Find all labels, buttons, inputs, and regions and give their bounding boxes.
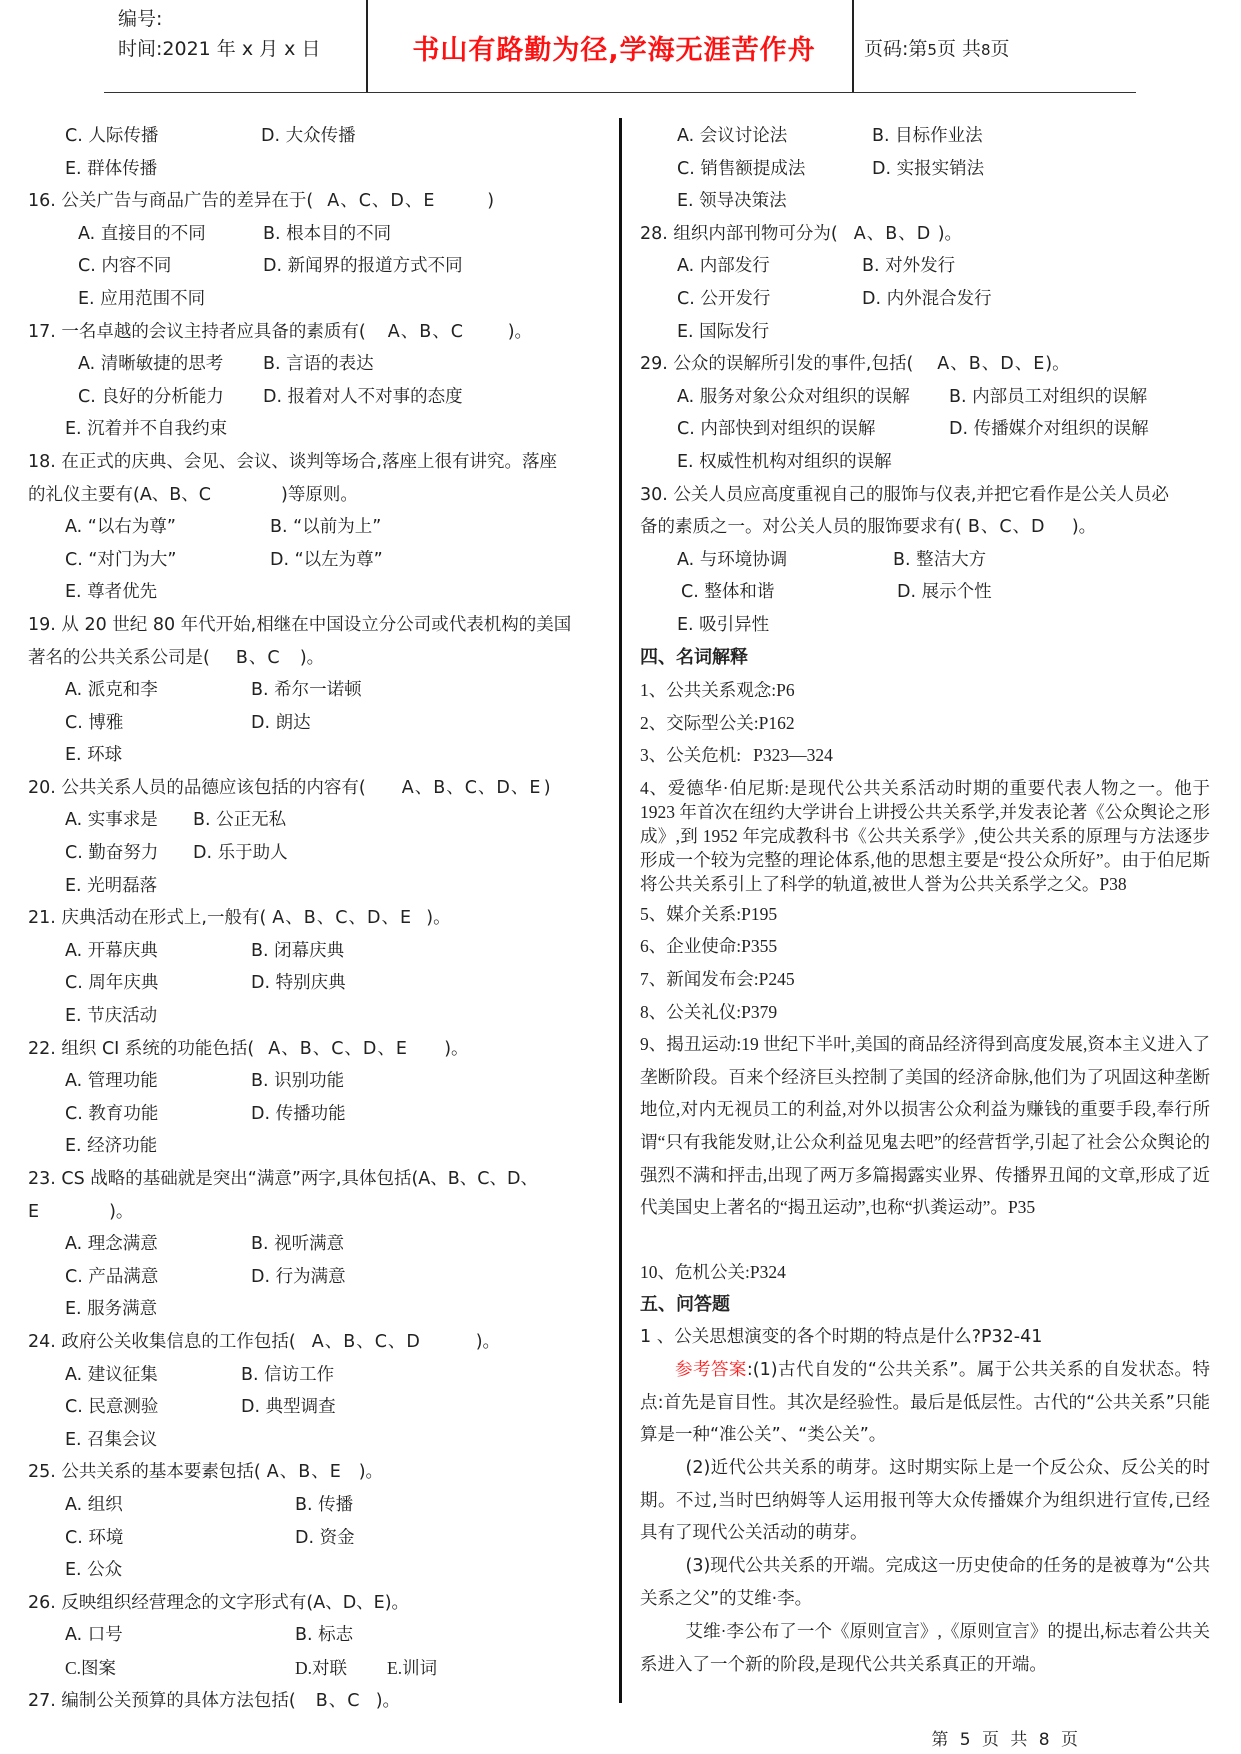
term-item bbox=[640, 996, 1210, 1029]
question-stem: 25. 公共关系的基本要素包括( bbox=[28, 1462, 261, 1483]
option: C. 人际传播 bbox=[65, 126, 159, 146]
option: E. 群体传播 bbox=[65, 158, 158, 179]
option-row bbox=[28, 381, 608, 414]
option-row bbox=[640, 413, 1210, 446]
option: E. 国际发行 bbox=[677, 321, 770, 342]
qa-answer-paragraph-3: (3)现代公共关系的开端。完成这一历史使命的任务的是被尊为“公共关系之父”的艾维·李。 bbox=[640, 1556, 1210, 1609]
question-close: )等原则。 bbox=[281, 484, 358, 505]
option: A. 服务对象公众对组织的误解 bbox=[677, 386, 910, 407]
question-stem: 17. 一名卓越的会议主持者应具备的素质有( bbox=[28, 321, 366, 342]
option: C. 博雅 bbox=[65, 712, 124, 733]
option: D. 报着对人不对事的态度 bbox=[263, 386, 463, 407]
option-row bbox=[28, 218, 608, 251]
term-ref: P6 bbox=[776, 680, 795, 701]
question-19-cont bbox=[28, 642, 608, 675]
option: E. 领导决策法 bbox=[677, 191, 787, 212]
question-stem: 著名的公共关系公司是( bbox=[28, 647, 210, 668]
page-header bbox=[104, 0, 1136, 93]
option-row bbox=[28, 1359, 608, 1392]
question-stem: 备的素质之一。对公关人员的服饰要求有( bbox=[640, 517, 962, 538]
question-stem: 24. 政府公关收集信息的工作包括( bbox=[28, 1331, 296, 1352]
question-close: )。 bbox=[1071, 517, 1097, 538]
option: D. 传播功能 bbox=[251, 1103, 346, 1124]
option: C. 周年庆典 bbox=[65, 973, 159, 994]
question-close: ) bbox=[543, 777, 551, 798]
option: D. 新闻界的报道方式不同 bbox=[263, 256, 463, 277]
answer: B、C bbox=[315, 1690, 361, 1711]
option: C.图案 bbox=[65, 1657, 117, 1678]
option-row bbox=[28, 837, 608, 870]
question-close: ) bbox=[487, 191, 495, 212]
question-close: )。 bbox=[507, 321, 533, 342]
question-29 bbox=[640, 348, 1210, 381]
question-close: )。 bbox=[475, 1331, 501, 1352]
option: B. 标志 bbox=[295, 1625, 354, 1646]
question-18: 18. 在正式的庆典、会见、会议、谈判等场合,落座上很有讲究。落座 bbox=[28, 451, 557, 472]
term-label: 2、交际型公关: bbox=[640, 712, 759, 733]
option-row bbox=[28, 1489, 608, 1522]
option: E. 环球 bbox=[65, 745, 123, 766]
option-row bbox=[28, 250, 608, 283]
option: D. 典型调查 bbox=[241, 1397, 336, 1418]
term-label: 10、危机公关: bbox=[640, 1262, 750, 1283]
term-ref: P162 bbox=[758, 712, 795, 733]
option: C. 产品满意 bbox=[65, 1266, 159, 1287]
option: D. 乐于助人 bbox=[193, 843, 288, 864]
question-24 bbox=[28, 1326, 608, 1359]
option: A. 开幕庆典 bbox=[65, 940, 158, 961]
qa-answer-paragraph-2: (2)近代公共关系的萌芽。这时期实际上是一个反公众、反公关的时期。不过,当时巴纳姆等人运用报刊等大众传播媒介为组织进行宣传,已经具有了现代公关活动的萌芽。 bbox=[640, 1458, 1210, 1544]
option: A. 直接目的不同 bbox=[78, 223, 206, 244]
term-item bbox=[640, 1256, 1210, 1289]
option: D. 特别庆典 bbox=[251, 973, 346, 994]
question-stem: 29. 公众的误解所引发的事件,包括( bbox=[640, 354, 914, 375]
question-30: 30. 公关人员应高度重视自己的服饰与仪表,并把它看作是公关人员必 bbox=[640, 484, 1169, 505]
option: A. 建议征集 bbox=[65, 1364, 158, 1385]
header-page-number bbox=[864, 34, 1010, 61]
term-ref: P195 bbox=[741, 903, 778, 924]
page-suffix: 页 bbox=[990, 38, 1010, 60]
option: D. 展示个性 bbox=[897, 582, 992, 603]
option: C. 内部快到对组织的误解 bbox=[677, 419, 876, 440]
question-close: )。 bbox=[1045, 354, 1070, 375]
question-stem: E bbox=[28, 1201, 40, 1222]
term-label: 3、公关危机: bbox=[640, 745, 742, 766]
answer: A、B、C、D、E bbox=[272, 908, 413, 929]
option: E. 公众 bbox=[65, 1560, 123, 1581]
option-row bbox=[28, 1065, 608, 1098]
option-row bbox=[640, 576, 1210, 609]
option: C. 整体和谐 bbox=[681, 582, 775, 603]
right-column bbox=[640, 120, 1210, 1680]
option: B. 闭幕庆典 bbox=[251, 940, 345, 961]
option: B. 传播 bbox=[295, 1494, 354, 1515]
question-22 bbox=[28, 1033, 608, 1066]
option: D. 内外混合发行 bbox=[862, 288, 992, 309]
option: D. 行为满意 bbox=[251, 1266, 346, 1287]
option: E. 节庆活动 bbox=[65, 1006, 158, 1027]
option: E. 光明磊落 bbox=[65, 875, 158, 896]
option-row bbox=[640, 283, 1210, 316]
option: C. 勤奋努力 bbox=[65, 843, 159, 864]
question-stem: 16. 公关广告与商品广告的差异在于( bbox=[28, 191, 314, 212]
qa-question-1: 1 、公关思想演变的各个时期的特点是什么?P32-41 bbox=[640, 1327, 1043, 1348]
option: B. 内部员工对组织的误解 bbox=[949, 386, 1148, 407]
option: B. 根本目的不同 bbox=[263, 223, 392, 244]
column-divider bbox=[619, 118, 622, 1703]
header-meta bbox=[118, 4, 368, 64]
option-row bbox=[28, 1261, 608, 1294]
term-4-bernays: 4、爱德华·伯尼斯:是现代公共关系活动时期的重要代表人物之一。他于 1923 年首次在纽约大学讲台上讲授公共关系学,并发表论著《公众舆论之形成》,到 1952 年完成教科书《公共关系学》,使公共关系的原理与方法逐步形成一个较为完整的理论体系,他的思想主要是“投公众所好”。由于伯尼斯将公共关系引上了科学的轨道,被世人誉为公共关系学之父。P38 bbox=[640, 777, 1210, 894]
option-row bbox=[640, 381, 1210, 414]
answer: B、C bbox=[235, 647, 281, 668]
option-row bbox=[28, 1228, 608, 1261]
question-18-cont bbox=[28, 479, 608, 512]
option: B. “以前为上” bbox=[270, 517, 382, 538]
option: C. “对门为大” bbox=[65, 549, 177, 570]
term-label: 8、公关礼仪: bbox=[640, 1001, 742, 1022]
option: A. 派克和李 bbox=[65, 680, 158, 701]
header-divider bbox=[852, 0, 854, 92]
option-row bbox=[28, 967, 608, 1000]
answer: A、B、E bbox=[266, 1462, 342, 1483]
question-stem: 21. 庆典活动在形式上,一般有( bbox=[28, 908, 267, 929]
option: D. “以左为尊” bbox=[270, 549, 383, 570]
question-close: )。 bbox=[299, 647, 325, 668]
section-title-terms: 四、名词解释 bbox=[640, 646, 748, 668]
option-row bbox=[640, 153, 1210, 186]
option: D. 朗达 bbox=[251, 712, 311, 733]
option: A. 会议讨论法 bbox=[677, 126, 788, 146]
page-current: 5 bbox=[927, 41, 937, 59]
option-row bbox=[28, 544, 608, 577]
question-close: )。 bbox=[358, 1462, 384, 1483]
option: E. 经济功能 bbox=[65, 1136, 158, 1157]
option: A. 理念满意 bbox=[65, 1234, 158, 1255]
term-label: 6、企业使命: bbox=[640, 936, 742, 957]
question-close: )。 bbox=[444, 1038, 469, 1059]
answer: A、B、D、E bbox=[937, 354, 1046, 375]
answer: A、B、C、D bbox=[311, 1331, 421, 1352]
option: B. 对外发行 bbox=[862, 256, 956, 277]
answer: A、B、C、D、E bbox=[268, 1038, 408, 1059]
question-28 bbox=[640, 218, 1210, 251]
option: E. 权威性机构对组织的误解 bbox=[677, 451, 892, 472]
question-stem: 27. 编制公关预算的具体方法包括( bbox=[28, 1690, 296, 1711]
option-row bbox=[28, 1391, 608, 1424]
option-row bbox=[640, 120, 1210, 153]
option: A. 与环境协调 bbox=[677, 549, 788, 570]
option: C. 民意测验 bbox=[65, 1397, 159, 1418]
section-title-qa: 五、问答题 bbox=[640, 1293, 730, 1315]
option: E. 应用范围不同 bbox=[78, 288, 206, 309]
question-stem: 22. 组织 CI 系统的功能色括( bbox=[28, 1038, 255, 1059]
question-25 bbox=[28, 1456, 608, 1489]
page-footer: 第 5 页 共 8 页 bbox=[931, 1730, 1081, 1750]
answer-label: 参考答案 bbox=[675, 1360, 747, 1381]
time-label: 时间:2021 年 x 月 x 日 bbox=[118, 38, 321, 60]
serial-label: 编号: bbox=[118, 8, 163, 30]
term-ref: P355 bbox=[741, 936, 778, 957]
question-23: 23. CS 战略的基础就是突出“满意”两字,具体包括(A、B、C、D、 bbox=[28, 1169, 538, 1189]
option: B. 言语的表达 bbox=[263, 354, 374, 375]
option-row bbox=[28, 348, 608, 381]
option: A. 口号 bbox=[65, 1625, 123, 1646]
qa-answer-paragraph-4: 艾维·李公布了一个《原则宣言》,《原则宣言》的提出,标志着公共关系进入了一个新的阶段,是现代公共关系真正的开端。 bbox=[640, 1621, 1210, 1674]
option: E. 沉着并不自我约束 bbox=[65, 419, 228, 440]
question-26: 26. 反映组织经营理念的文字形式有(A、D、E)。 bbox=[28, 1592, 410, 1613]
question-stem: 的礼仪主要有(A、B、C bbox=[28, 484, 212, 505]
option-row bbox=[640, 544, 1210, 577]
option-row bbox=[28, 1619, 608, 1652]
header-divider bbox=[366, 0, 368, 92]
option: B. 目标作业法 bbox=[872, 126, 983, 146]
term-ref: P245 bbox=[758, 969, 795, 990]
term-item bbox=[640, 707, 1210, 740]
question-27 bbox=[28, 1685, 608, 1718]
option: B. 视听满意 bbox=[251, 1234, 345, 1255]
answer: A、B、C bbox=[387, 321, 464, 342]
term-label: 1、公共关系观念: bbox=[640, 680, 777, 701]
option-row bbox=[28, 1098, 608, 1131]
answer-text: :(1)古代自发的“公共关系”。属于公共关系的自发状态。特点:首先是盲目性。其次是经验性。最后是低层性。古代的“公共关系”只能算是一种“准公关”、“类公关”。 bbox=[640, 1360, 1210, 1446]
question-21 bbox=[28, 902, 608, 935]
option-row bbox=[28, 674, 608, 707]
term-item bbox=[640, 739, 1210, 772]
option: A. 组织 bbox=[65, 1494, 123, 1515]
answer: A、C、D、E bbox=[327, 191, 436, 212]
question-16 bbox=[28, 185, 608, 218]
answer: B、C、D bbox=[967, 517, 1046, 538]
answer: A、B、D bbox=[853, 223, 932, 244]
option: E. 服务满意 bbox=[65, 1299, 158, 1320]
page-total: 8 bbox=[981, 41, 991, 59]
question-20 bbox=[28, 772, 608, 805]
question-stem: 28. 组织内部刊物可分为( bbox=[640, 223, 838, 244]
option: A. 内部发行 bbox=[677, 256, 770, 277]
left-column bbox=[28, 120, 608, 1717]
option: C. 教育功能 bbox=[65, 1103, 159, 1124]
option: B. 信访工作 bbox=[241, 1364, 335, 1385]
option: D. 传播媒介对组织的误解 bbox=[949, 419, 1149, 440]
term-item bbox=[640, 898, 1210, 931]
question-17 bbox=[28, 316, 608, 349]
term-item bbox=[640, 674, 1210, 707]
option: C. 环境 bbox=[65, 1527, 124, 1548]
option: A. 管理功能 bbox=[65, 1071, 158, 1092]
question-19: 19. 从 20 世纪 80 年代开始,相继在中国设立分公司或代表机构的美国 bbox=[28, 614, 572, 635]
option: E. 召集会议 bbox=[65, 1429, 158, 1450]
option: D. 资金 bbox=[295, 1527, 355, 1548]
option: B. 希尔一诺顿 bbox=[251, 680, 362, 701]
question-close: )。 bbox=[426, 908, 451, 929]
option: E. 吸引异性 bbox=[677, 614, 770, 635]
question-close: )。 bbox=[937, 223, 963, 244]
option: D. 实报实销法 bbox=[872, 158, 985, 179]
option: B. 公正无私 bbox=[193, 810, 287, 831]
option: A. 实事求是 bbox=[65, 810, 158, 831]
option: C. 公开发行 bbox=[677, 288, 771, 309]
question-stem: 20. 公共关系人员的品德应该包括的内容有( bbox=[28, 777, 366, 798]
term-ref: P323—324 bbox=[753, 745, 833, 766]
page-mid: 页 共 bbox=[936, 38, 981, 60]
option-row bbox=[640, 250, 1210, 283]
question-close: )。 bbox=[109, 1201, 134, 1222]
question-23-cont bbox=[28, 1196, 608, 1229]
term-item bbox=[640, 930, 1210, 963]
answer: A、B、C、D、E bbox=[401, 777, 542, 798]
option: C. 内容不同 bbox=[78, 256, 172, 277]
term-item bbox=[640, 963, 1210, 996]
option: C. 良好的分析能力 bbox=[78, 386, 224, 407]
option: B. 整洁大方 bbox=[893, 549, 987, 570]
option: E. 尊者优先 bbox=[65, 582, 158, 603]
option-row bbox=[28, 804, 608, 837]
option-row bbox=[28, 1522, 608, 1555]
option-row bbox=[28, 935, 608, 968]
question-30-cont bbox=[640, 511, 1210, 544]
option-row bbox=[28, 707, 608, 740]
term-ref: P324 bbox=[749, 1262, 786, 1283]
term-9-muckraking: 9、揭丑运动:19 世纪下半叶,美国的商品经济得到高度发展,资本主义进入了垄断阶段。百来个经济巨头控制了美国的经济命脉,他们为了巩固这种垄断地位,对内无视员工的利益,对外以损害公众利益为赚钱的重要手段,奉行所谓“只有我能发财,让公众利益见鬼去吧”的经营哲学,引起了社会公众舆论的强烈不满和抨击,出现了两万多篇揭露实业界、传播界丑闻的文章,形成了近代美国史上著名的“揭丑运动”,也称“扒粪运动”。P35 bbox=[640, 1034, 1210, 1218]
option: D. 大众传播 bbox=[261, 126, 356, 146]
option: B. 识别功能 bbox=[251, 1071, 345, 1092]
option: A. “以右为尊” bbox=[65, 517, 176, 538]
question-close: )。 bbox=[375, 1690, 401, 1711]
option: D.对联 bbox=[295, 1657, 348, 1678]
option: C. 销售额提成法 bbox=[677, 158, 806, 179]
option: A. 清晰敏捷的思考 bbox=[78, 354, 224, 375]
header-motto: 书山有路勤为径,学海无涯苦作舟 bbox=[412, 35, 816, 66]
term-label: 7、新闻发布会: bbox=[640, 969, 759, 990]
option-row bbox=[28, 1652, 608, 1685]
term-label: 5、媒介关系: bbox=[640, 903, 742, 924]
page-prefix: 页码:第 bbox=[864, 38, 928, 60]
option-row bbox=[28, 511, 608, 544]
option: E.训词 bbox=[387, 1657, 438, 1678]
option-row bbox=[28, 120, 608, 153]
qa-answer-paragraph-1 bbox=[640, 1354, 1210, 1452]
term-ref: P379 bbox=[741, 1001, 778, 1022]
